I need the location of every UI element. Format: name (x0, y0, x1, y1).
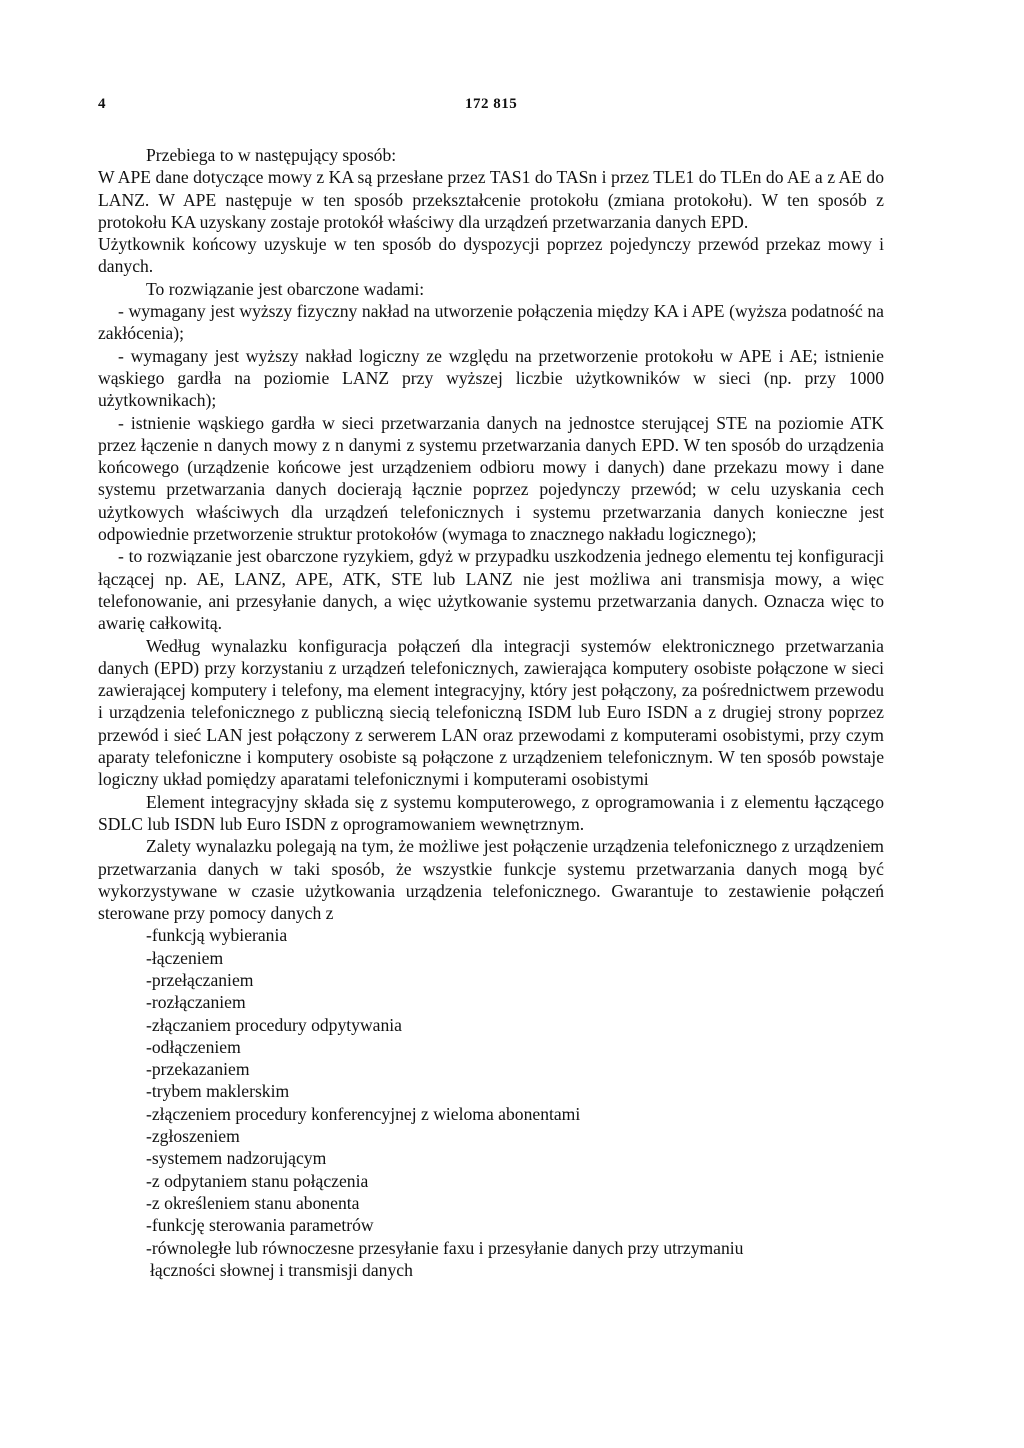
paragraph: Użytkownik końcowy uzyskuje w ten sposób do dyspozycji poprzez pojedynczy przewód przekaz mowy i danych. (98, 234, 884, 277)
list-item: -funkcję sterowania parametrów (146, 1215, 374, 1236)
list-item: -złączaniem procedury odpytywania (146, 1014, 402, 1035)
paragraph-dash-item: - wymagany jest wyższy fizyczny nakład na utworzenie połączenia między KA i APE (wyższa podatność na zakłócenia); (98, 301, 884, 344)
list-item: -odłączeniem (146, 1036, 241, 1057)
paragraph: Element integracyjny składa się z systemu komputerowego, z oprogramowania i z elementu łączącego SDLC lub ISDN lub Euro ISDN z oprogramowaniem wewnętrznym. (98, 791, 884, 834)
document-body (98, 144, 884, 1281)
paragraph-dash-item: - to rozwiązanie jest obarczone ryzykiem, gdyż w przypadku uszkodzenia jednego elementu tej konfiguracji łączącej np. AE, LANZ, APE, ATK, STE lub LANZ nie jest możliwa ani transmisja mowy, a więc telefonowanie, ani przesyłanie danych, a więc użytkowanie systemu przetwarzania danych. Oznacza więc to awarię całkowitą. (98, 546, 884, 634)
paragraph: To rozwiązanie jest obarczone wadami: (146, 278, 425, 299)
list-item: -łączeniem (146, 947, 224, 968)
paragraph: Według wynalazku konfiguracja połączeń dla integracji systemów elektronicznego przetwarzania danych (EPD) przy korzystaniu z urządzeń telefonicznych, zawierająca komputery osobiste połączone w sieci zawierającej komputery i telefony, ma element integracyjny, który jest połączony, za pośrednictwem przewodu i urządzenia telefonicznego z publiczną siecią telefoniczną ISDM lub Euro ISDN a z drugiej strony poprzez przewód i sieć LAN jest połączony z serwerem LAN oraz przewodami z komputerami osobistymi, przy czym aparaty telefoniczne i komputery osobiste są połączone z urządzeniem telefonicznym. W ten sposób powstaje logiczny układ pomiędzy aparatami telefonicznymi i komputerami osobistymi (98, 635, 884, 790)
paragraph-dash-item: - wymagany jest wyższy nakład logiczny ze względu na przetworzenie protokołu w APE i AE; istnienie wąskiego gardła na poziomie LANZ przy wyższej liczbie użytkowników w sieci (np. przy 1000 użytkownikach); (98, 345, 884, 411)
list-item: -z odpytaniem stanu połączenia (146, 1170, 369, 1191)
paragraph-dash-item: - istnienie wąskiego gardła w sieci przetwarzania danych na jednostce sterującej STE na poziomie ATK przez łączenie n danych mowy z n danymi z systemu przetwarzania danych EPD. W ten sposób do urządzenia końcowego (urządzenie końcowe jest urządzeniem odbioru mowy i danych) dane przekazu mowy i dane systemu przetwarzania danych docierają łącznie poprzez pojedynczy przewód; w celu uzyskania cech użytkowych właściwych dla urządzeń telefonicznych i systemu przetwarzania danych konieczne jest odpowiednie przetworzenie struktur protokołów (wymaga to znacznego nakładu logicznego); (98, 412, 884, 545)
list-item: -rozłączaniem (146, 992, 246, 1013)
list-item: -z określeniem stanu abonenta (146, 1192, 360, 1213)
list-item: -systemem nadzorującym (146, 1148, 327, 1169)
list-item-continuation-text: łączności słownej i transmisji danych (150, 1259, 413, 1280)
list-item: -trybem maklerskim (146, 1081, 290, 1102)
paragraph: W APE dane dotyczące mowy z KA są przesłane przez TAS1 do TASn i przez TLE1 do TLEn do AE a z AE do LANZ. W APE następuje w ten sposób przekształcenie protokołu (zmiana protokołu). W ten sposób z protokołu KA uzyskany zostaje protokół właściwy dla urządzeń przetwarzania danych EPD. (98, 167, 884, 232)
page-header (0, 96, 1024, 120)
list-item: -przełączaniem (146, 969, 254, 990)
list-item: -równoległe lub równoczesne przesyłanie faxu i przesyłanie danych przy utrzymaniu (146, 1237, 744, 1258)
list-item: -złączeniem procedury konferencyjnej z wieloma abonentami (146, 1103, 581, 1124)
list-item-continuation (146, 1259, 884, 1281)
paragraph: Przebiega to w następujący sposób: (146, 145, 397, 165)
page-number: 4 (98, 96, 106, 112)
list-item: -zgłoszeniem (146, 1126, 240, 1147)
function-list (98, 924, 884, 1281)
paragraph: Zalety wynalazku polegają na tym, że możliwe jest połączenie urządzenia telefonicznego z urządzeniem przetwarzania danych w taki sposób, że wszystkie funkcje systemu przetwarzania danych mogą być wykorzystywane w czasie użytkowania urządzenia telefonicznego. Gwarantuje to zestawienie połączeń sterowane przy pomocy danych z (98, 836, 884, 924)
document-number: 172 815 (465, 96, 518, 112)
list-item: -przekazaniem (146, 1059, 250, 1080)
list-item: -funkcją wybierania (146, 925, 288, 946)
